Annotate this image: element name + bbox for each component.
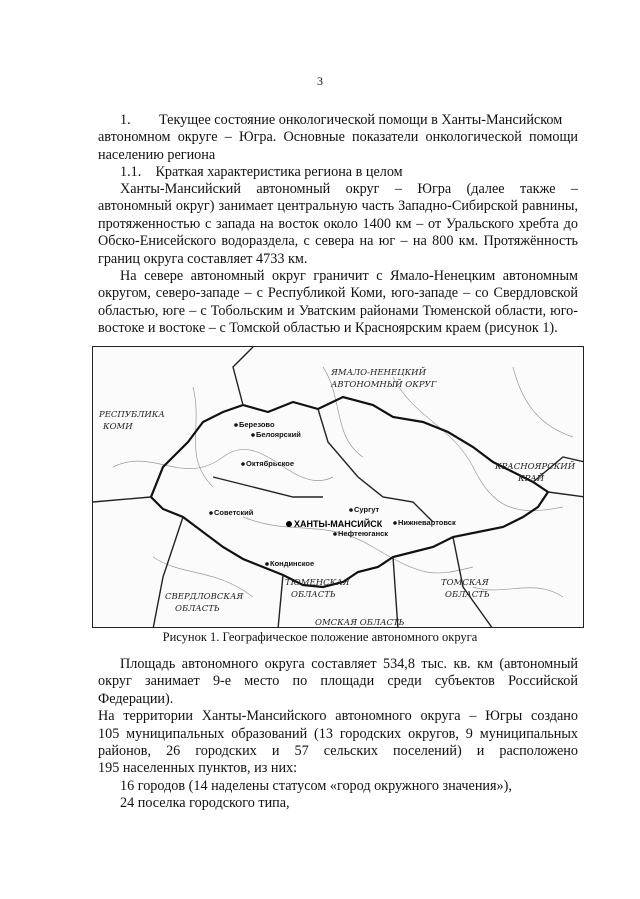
- heading-line: 1. Текущее состояние онкологической помощи в Ханты-Мансийском: [120, 112, 563, 128]
- subsection-heading: 1.1. Краткая характеристика региона в целом: [120, 164, 403, 181]
- city-dot-beloyarsky: [251, 433, 255, 437]
- paragraph-line: На территории Ханты-Мансийского автономного округа – Югры создано: [98, 708, 578, 725]
- city-dot-nizhnevartovsk: [393, 521, 397, 525]
- city-dot-kondinskoe: [265, 562, 269, 566]
- heading-line: автономном округе – Югра. Основные показатели онкологической помощи: [98, 129, 578, 146]
- list-item: 24 поселка городского типа,: [120, 795, 290, 812]
- region-label-omsk: ОМСКАЯ ОБЛАСТЬ: [315, 618, 405, 628]
- paragraph-line: районов, 26 городских и 57 сельских поселений) и расположено: [98, 743, 578, 760]
- region-label-krasnoyarsk-2: КРАЙ: [518, 474, 545, 484]
- figure-caption: Рисунок 1. Географическое положение автономного округа: [162, 630, 478, 644]
- region-label-tomsk-2: ОБЛАСТЬ: [445, 590, 490, 600]
- region-label-yamal-2: АВТОНОМНЫЙ ОКРУГ: [331, 380, 437, 390]
- region-label-krasnoyarsk: КРАСНОЯРСКИЙ: [495, 462, 576, 472]
- region-label-tomsk: ТОМСКАЯ: [441, 578, 489, 588]
- region-label-yamal: ЯМАЛО-НЕНЕЦКИЙ: [331, 368, 426, 378]
- city-dot-surgut: [349, 508, 353, 512]
- paragraph-line: 105 муниципальных образований (13 городских округов, 9 муниципальных: [98, 725, 578, 742]
- paragraph: [98, 181, 578, 268]
- region-label-komi: РЕСПУБЛИКА: [99, 410, 165, 420]
- paragraph: [98, 268, 578, 338]
- rivers: [113, 367, 573, 597]
- paragraph-line: востоке и востоке – с Томской областью и Красноярским краем (рисунок 1).: [98, 320, 558, 337]
- city-dot-oktyabrskoe: [241, 462, 245, 466]
- section-heading: [98, 112, 578, 182]
- city-label-berezovo: Березово: [239, 420, 275, 429]
- region-label-komi-2: КОМИ: [103, 422, 133, 432]
- region-label-tyumen: ТЮМЕНСКАЯ: [285, 578, 350, 588]
- paragraph-line: округ занимает 9-е место по площади среди субъектов Российской Федерации).: [98, 673, 578, 707]
- region-label-sverdlovsk-2: ОБЛАСТЬ: [175, 604, 220, 614]
- paragraph-line: 195 населенных пунктов, из них:: [98, 760, 298, 777]
- city-dot-sovetsky: [209, 511, 213, 515]
- paragraph-line: протяженностью с запада на восток около 1400 км – от Уральского хребта до: [98, 215, 578, 232]
- paragraph-line: Площадь автономного округа составляет 534,8 тыс. кв. км (автономный: [120, 656, 578, 672]
- map-svg: [93, 347, 584, 628]
- city-dot-khanty-mansiysk: [286, 521, 292, 527]
- paragraph-line: областью, юге – с Тобольским и Уватским районами Тюменской области, юго-: [98, 302, 578, 319]
- paragraph-line: границ округа составляет 4733 км.: [98, 250, 308, 267]
- paragraph-line: На севере автономный округ граничит с Ямало-Ненецким автономным: [120, 268, 578, 284]
- city-dot-nefteyugansk: [333, 532, 337, 536]
- paragraph-line: округом, северо-западе – с Республикой Коми, юго-западе – со Свердловской: [98, 285, 578, 302]
- city-dot-berezovo: [234, 423, 238, 427]
- region-label-tyumen-2: ОБЛАСТЬ: [291, 590, 336, 600]
- city-label-kondinskoe: Кондинское: [270, 559, 315, 568]
- paragraph-line: автономный округ) занимает центральную часть Западно-Сибирской равнины,: [98, 198, 578, 215]
- city-label-khanty-mansiysk: ХАНТЫ-МАНСИЙСК: [294, 519, 383, 529]
- page-number: 3: [317, 74, 323, 88]
- region-map: [92, 346, 584, 628]
- heading-line: населению региона: [98, 146, 216, 163]
- list-item: 16 городов (14 наделены статусом «город окружного значения»),: [120, 777, 512, 794]
- city-label-beloyarsky: Белоярский: [256, 430, 301, 439]
- city-label-oktyabrskoe: Октябрьское: [246, 459, 295, 468]
- paragraph-line: Ханты-Мансийский автономный округ – Югра (далее также –: [120, 181, 578, 197]
- paragraph-line: Обско-Енисейского водораздела, с севера на юг – на 800 км. Протяжённость: [98, 233, 578, 250]
- city-label-sovetsky: Советский: [214, 508, 254, 517]
- city-markers: [209, 420, 456, 568]
- city-label-nizhnevartovsk: Нижневартовск: [398, 518, 456, 527]
- paragraph: [98, 656, 578, 813]
- region-label-sverdlovsk: СВЕРДЛОВСКАЯ: [165, 592, 244, 602]
- okrug-boundary: [151, 397, 548, 587]
- city-label-nefteyugansk: Нефтеюганск: [338, 529, 389, 538]
- city-label-surgut: Сургут: [354, 505, 380, 514]
